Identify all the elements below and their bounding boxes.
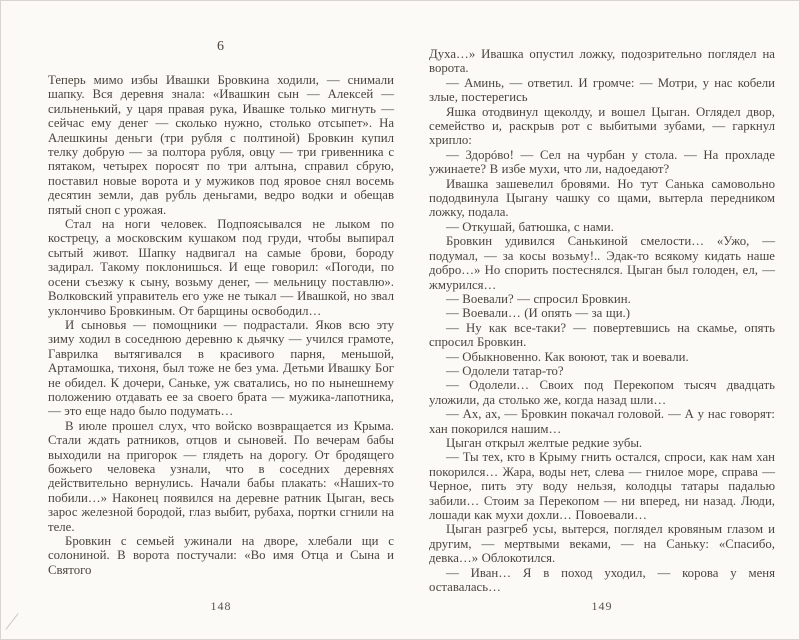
page-number-left: 148 <box>210 599 232 613</box>
left-page-text <box>48 73 394 577</box>
paragraph: — Иван… Я в поход уходил, — корова у меня оставалась… <box>429 565 775 595</box>
paragraph: — Откушай, батюшка, с нами. <box>446 219 614 234</box>
paragraph: Духа…» Ивашка опустил ложку, подозрительно поглядел на ворота. <box>429 47 775 76</box>
paragraph: — Ну как все-таки? — повертевшись на скамье, опять спросил Бровкин. <box>429 320 775 350</box>
paragraph: — Аминь, — ответил. И громче: — Мотри, у нас кобели злые, постерегись <box>429 75 775 105</box>
paragraph: — Здорóво! — Сел на чурбан у стола. — На прохладе ужинаете? В избе мухи, что ли, надоедают? <box>429 147 775 177</box>
paragraph: — Ты тех, кто в Крыму гнить остался, спроси, как нам хан покорился… Жара, воды нет, слева — гнилое море, справа — Черное, пить эту воду нельзя, колодцы татары падалью забили… Стоим за Перекопом — ни вперед, ни назад. Люди, лошади как мухи дохли… Повоевали… <box>429 450 775 522</box>
paragraph: — Обыкновенно. Как воюют, так и воевали. <box>446 349 689 364</box>
paragraph: Яшка отодвинул щеколду, и вошел Цыган. Оглядел двор, семейство и, раскрыв рот с выбитыми зубами, — гаркнул хрипло: <box>429 104 775 148</box>
left-page <box>48 39 394 577</box>
page-number-right: 149 <box>591 599 613 613</box>
photo-scratch-artifact <box>5 613 18 629</box>
paragraph: Стал на ноги человек. Подпоясывался не лыком по кострецу, а московским кушаком под груди, чтобы выпирал сытый живот. Шапку надвигал на самые брови, бороду задирал. Такому поклонишься. И еще говорил: «Погоди, по осени съезжу к сыну, возьму денег, — мельницу поставлю». Волковский управитель его уже не тыкал — Ивашкой, но звал уклончиво Бровкиным. От барщины освободил… <box>48 217 394 318</box>
paragraph: — Воевали… (И опять — за щи.) <box>446 306 631 321</box>
paragraph: Бровкин удивился Санькиной смелости… «Ужо, — подумал, — за косы возьму!.. Эдак-то всякому кидать наше добро…» Но спорить постеснялся. Цыган был голоден, ел, — жмурился… <box>429 234 775 292</box>
paragraph: — Воевали? — спросил Бровкин. <box>446 291 631 306</box>
paragraph: — Одолели татар-то? <box>446 363 564 378</box>
paragraph: И сыновья — помощники — подрастали. Яков всю эту зиму ходил в соседнюю деревню к дьячку — учился грамоте, Гаврилка вытягивался в красивого парня, меньшой, Артамошка, тихоня, был тоже не без ума. Детьми Ивашку Бог не обидел. К дочери, Саньке, уж сватались, но по нынешнему положению отдавать ее за своего брата — мужика-лапотника, — это еще надо было подумать… <box>48 317 394 419</box>
right-page <box>429 47 775 594</box>
paragraph: Цыган разгреб усы, вытерся, поглядел кровяным глазом и другим, — мертвыми веками, — на Саньку: «Спасибо, девка…» Облокотился. <box>429 522 775 566</box>
paragraph: — Ах, ах, — Бровкин покачал головой. — А у нас говорят: хан покорился нашим… <box>429 407 775 436</box>
right-page-text <box>429 47 775 594</box>
paragraph: — Одолели… Своих под Перекопом тысяч двадцать уложили, да столько же, когда назад шли… <box>429 378 775 407</box>
paragraph: В июле прошел слух, что войско возвращается из Крыма. Стали ждать ратников, отцов и сыновей. По вечерам бабы выходили на пригорок — глядеть на дорогу. От бродящего божьего человека узнали, что в соседних деревнях действительно вернулись. Начали бабы плакать: «Наших-то побили…» Наконец появился на деревне ратник Цыган, весь зарос железной бородой, глаз выбит, рубаха, портки сгнили на теле. <box>48 418 394 534</box>
paragraph: Ивашка зашевелил бровями. Но тут Санька самовольно пододвинула Цыгану чашку со щами, вытерла передником ложку, подала. <box>429 176 775 220</box>
chapter-number: 6 <box>217 39 225 54</box>
paragraph: Теперь мимо избы Ивашки Бровкина ходили, — снимали шапку. Вся деревня знала: «Ивашкин сын — Алексей — сильненький, у царя правая рука, Ивашке только мигнуть — сейчас ему денег — сколько нужно, столько отсыпет». На Алешкины деньги (три рубля с полтиной) Бровкин купил телку добрую — за полтора рубля, овцу — три гривенника с пятаком, четырех поросят по три алтына, справил сбрую, поставил новые ворота и у мужиков под яровое снял восемь десятин земли, дав рубль деньгами, ведро водки и обещав пятый сноп с урожая. <box>48 73 394 217</box>
paragraph: Цыган открыл желтые редкие зубы. <box>446 435 643 450</box>
paragraph: Бровкин с семьей ужинали на дворе, хлебали щи с солониной. В ворота постучали: «Во имя Отца и Сына и Святого <box>48 534 394 577</box>
